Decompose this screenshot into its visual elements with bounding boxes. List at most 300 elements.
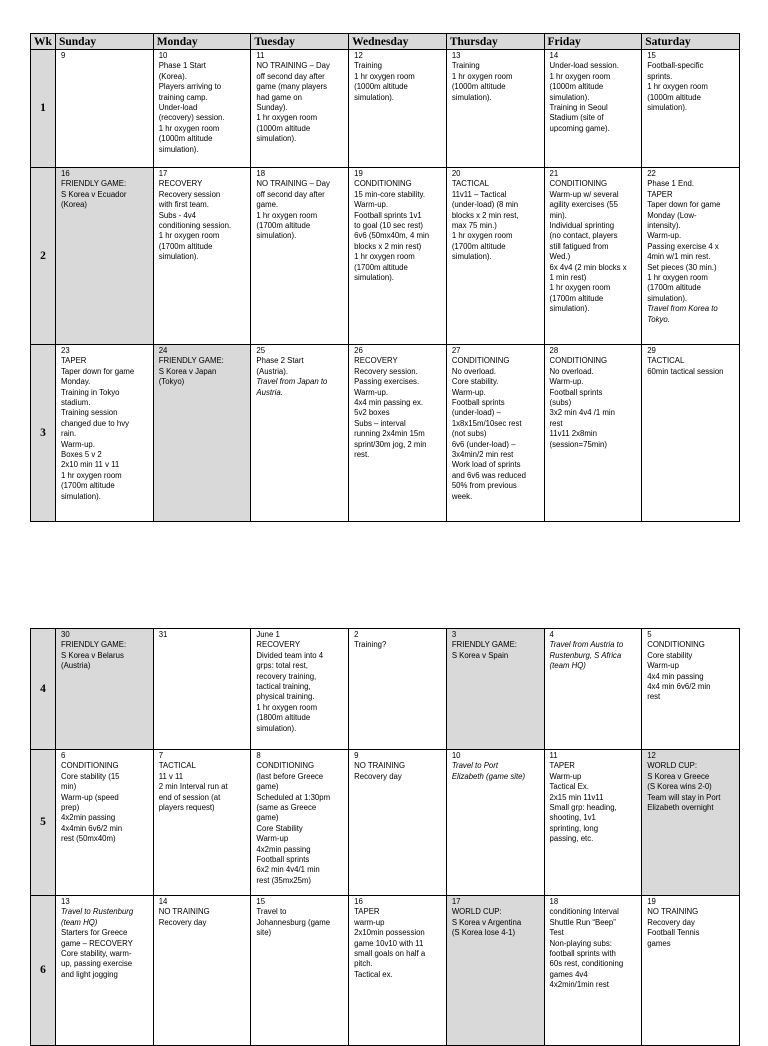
session-text: Rustenburg, S Africa — [549, 650, 622, 660]
session-text: Warm-up. — [451, 387, 486, 397]
day-cell — [251, 50, 349, 168]
session-text: game – RECOVERY — [61, 938, 133, 948]
session-text: S Korea v Greece — [647, 771, 710, 781]
week-column-header: Wk — [31, 34, 56, 50]
date-number: 10 — [158, 51, 168, 60]
session-text: CONDITIONING — [256, 761, 315, 771]
session-text: off second day after — [256, 189, 325, 199]
session-text: grps: total rest, — [256, 661, 308, 671]
session-text: No overload. — [451, 366, 497, 376]
day-cell — [544, 168, 642, 345]
date-number: 30 — [61, 630, 70, 639]
session-text: 1 hr oxygen room — [256, 113, 318, 123]
session-text: Taper down for game — [647, 200, 721, 210]
date-number: 4 — [549, 630, 554, 639]
session-text: CONDITIONING — [451, 356, 510, 366]
session-text: 1 hr oxygen room — [549, 71, 611, 81]
session-text: (1700m altitude — [256, 221, 311, 231]
game-day-cell — [642, 750, 740, 896]
session-text: (1000m altitude — [451, 82, 506, 92]
day-cell — [349, 750, 447, 896]
session-text: prep) — [61, 803, 80, 813]
day-cell — [446, 50, 544, 168]
session-text: 1 hr oxygen room — [158, 231, 220, 241]
session-text: 4x2min passing — [256, 844, 311, 854]
session-text: NO TRAINING — [354, 761, 406, 771]
day-cell — [56, 896, 154, 1046]
session-text: off second day after — [256, 71, 325, 81]
date-number: 16 — [61, 169, 70, 178]
session-text: 15 min-core stability. — [354, 189, 426, 199]
session-text: (S Korea lose 4-1) — [451, 928, 516, 938]
session-text: rest — [647, 692, 661, 702]
session-text: S Korea v Ecuador — [61, 189, 127, 199]
session-text: CONDITIONING — [549, 179, 608, 189]
session-text: 4min w/1 min rest. — [647, 252, 711, 262]
session-text: FRIENDLY GAME: — [158, 356, 224, 366]
session-text: game 10v10 with 11 — [354, 938, 424, 948]
session-text: end of session (at — [158, 792, 221, 802]
date-number: 17 — [158, 169, 168, 178]
session-text: Phase 1 End. — [647, 179, 695, 189]
session-text: blocks x 2 min rest, — [451, 210, 519, 220]
session-text: Monday (Low- — [647, 210, 697, 220]
week-row — [31, 629, 740, 750]
date-number: 14 — [549, 51, 559, 60]
session-text: sprints. — [647, 71, 673, 81]
session-text: (Austria). — [256, 366, 289, 376]
session-text: Team will stay in Port — [647, 792, 721, 802]
session-text: TAPER — [354, 907, 380, 917]
session-text: (not subs) — [451, 429, 487, 439]
session-text: simulation). — [158, 252, 199, 262]
session-text: football sprints with — [549, 949, 616, 959]
session-text: Travel to — [256, 907, 287, 917]
session-text: Football sprints — [451, 398, 505, 408]
week-number: 2 — [31, 168, 56, 345]
session-text: Travel from Korea to — [647, 304, 718, 314]
day-cell — [544, 50, 642, 168]
session-text: Players arriving to — [158, 82, 222, 92]
session-text: (team HQ) — [549, 661, 586, 671]
session-text: recovery training, — [256, 671, 317, 681]
session-text: Subs - 4v4 — [158, 210, 196, 220]
session-text: changed due to hvy — [61, 418, 130, 428]
session-text: Football sprints 1v1 — [354, 210, 422, 220]
session-text: 11v11 2x8min — [549, 429, 597, 439]
week-number: 6 — [31, 896, 56, 1046]
session-text: 1 hr oxygen room — [647, 273, 708, 283]
session-text: 50% from previous — [451, 481, 517, 491]
day-cell — [153, 750, 251, 896]
session-text: sprint/30m jog, 2 min — [354, 439, 427, 449]
session-text: rain. — [61, 429, 77, 439]
date-number: 24 — [158, 346, 168, 355]
session-text: (1000m altitude — [647, 92, 701, 102]
session-text: Training in Tokyo — [61, 387, 120, 397]
session-text: (subs) — [549, 398, 572, 408]
day-cell — [544, 750, 642, 896]
date-number: 25 — [256, 346, 266, 355]
session-text: TAPER — [61, 356, 87, 366]
session-text: Work load of sprints — [451, 460, 521, 470]
session-text: simulation). — [549, 92, 590, 102]
session-text: CONDITIONING — [549, 356, 608, 366]
session-text: Recovery session — [158, 189, 221, 199]
day-cell — [349, 50, 447, 168]
session-text: Taper down for game — [61, 366, 135, 376]
date-number: 9 — [61, 51, 66, 60]
date-number: 18 — [256, 169, 266, 178]
session-text: rest. — [354, 450, 370, 460]
session-text: Test — [549, 928, 564, 938]
session-text: site) — [256, 928, 272, 938]
table-2-body — [31, 629, 740, 1046]
session-text: Training? — [354, 640, 387, 650]
session-text: Small grp: heading, — [549, 803, 617, 813]
session-text: Warm-up. — [61, 439, 95, 449]
session-text: NO TRAINING – Day — [256, 179, 330, 189]
session-text: Training — [451, 61, 480, 71]
week-row — [31, 168, 740, 345]
day-cell — [349, 629, 447, 750]
session-text: 2 min Interval run at — [158, 782, 228, 792]
game-day-cell — [446, 896, 544, 1046]
date-number: 13 — [61, 897, 70, 906]
session-text: simulation). — [256, 231, 297, 241]
date-number: 18 — [549, 897, 559, 906]
session-text: Sunday). — [256, 103, 288, 113]
week-number: 1 — [31, 50, 56, 168]
session-text: games — [647, 938, 671, 948]
day-cell — [446, 168, 544, 345]
session-text: (1000m altitude — [549, 82, 604, 92]
session-text: (Korea) — [61, 200, 87, 210]
session-text: Elizabeth (game site) — [451, 771, 526, 781]
session-text: 1 hr oxygen room — [354, 252, 415, 262]
date-number: 23 — [61, 346, 70, 355]
session-text: 1 hr oxygen room — [256, 210, 318, 220]
session-text: Phase 2 Start — [256, 356, 304, 366]
session-text: (1000m altitude — [256, 123, 311, 133]
date-number: 19 — [354, 169, 363, 178]
session-text: (Tokyo) — [158, 377, 185, 387]
session-text: Core stability (15 — [61, 771, 120, 781]
session-text: S Korea v Japan — [158, 366, 217, 376]
session-text: RECOVERY — [158, 179, 203, 189]
session-text: 4x4 min passing ex. — [354, 398, 424, 408]
session-text: NO TRAINING — [158, 907, 210, 917]
date-number: 29 — [647, 346, 656, 355]
session-text: 2x15 min 11v11 — [549, 792, 604, 802]
session-text: (team HQ) — [61, 917, 98, 927]
session-text: 11 v 11 — [158, 771, 184, 781]
session-text: Travel from Japan to — [256, 377, 328, 387]
session-text: tactical training, — [256, 682, 311, 692]
header-row — [31, 34, 740, 50]
session-text: Recovery session. — [354, 366, 418, 376]
session-text: 1 hr oxygen room — [354, 71, 415, 81]
session-text: (session=75min) — [549, 439, 607, 449]
session-text: 60min tactical session — [647, 366, 724, 376]
session-text: simulation). — [647, 103, 688, 113]
day-header-tuesday: Tuesday — [251, 34, 349, 50]
game-day-cell — [446, 629, 544, 750]
day-cell — [153, 168, 251, 345]
day-cell — [56, 345, 154, 522]
session-text: rest (35mx25m) — [256, 875, 311, 885]
session-text: Monday. — [61, 377, 91, 387]
session-text: RECOVERY — [256, 640, 301, 650]
session-text: Warm-up — [549, 771, 582, 781]
session-text: blocks x 2 min rest) — [354, 241, 422, 251]
date-number: 22 — [647, 169, 656, 178]
session-text: (Austria) — [61, 661, 91, 671]
session-text: TAPER — [549, 761, 575, 771]
session-text: 60s rest, conditioning — [549, 959, 624, 969]
session-text: 4x2min passing — [61, 813, 116, 823]
session-text: WORLD CUP: — [451, 907, 502, 917]
session-text: Warm-up. — [647, 231, 682, 241]
day-cell — [642, 345, 740, 522]
session-text: Boxes 5 v 2 — [61, 450, 102, 460]
day-cell — [251, 345, 349, 522]
session-text: simulation). — [451, 92, 492, 102]
session-text: Starters for Greece — [61, 928, 128, 938]
session-text: 4x2min/1min rest — [549, 980, 609, 990]
session-text: Tokyo. — [647, 314, 670, 324]
session-text: pitch. — [354, 959, 373, 969]
session-text: Divided team into 4 — [256, 650, 324, 660]
session-text: 1 hr oxygen room — [451, 71, 513, 81]
session-text: Warm-up (speed — [61, 792, 119, 802]
week-number: 3 — [31, 345, 56, 522]
session-text: 3x4min/2 min rest — [451, 450, 514, 460]
session-text: simulation). — [354, 273, 394, 283]
date-number: 7 — [158, 751, 164, 760]
session-text: Subs – interval — [354, 418, 406, 428]
session-text: min) — [61, 782, 77, 792]
session-text: Under-load session. — [549, 61, 619, 71]
session-text: Warm-up — [647, 661, 679, 671]
session-text: 5v2 boxes — [354, 408, 390, 418]
date-number: 11 — [256, 51, 265, 60]
day-cell — [251, 750, 349, 896]
session-text: rest — [549, 418, 563, 428]
session-text: WORLD CUP: — [647, 761, 698, 771]
date-number: 9 — [354, 751, 359, 760]
week-number: 4 — [31, 629, 56, 750]
day-cell — [251, 168, 349, 345]
week-row — [31, 50, 740, 168]
session-text: 11v11 – Tactical — [451, 189, 507, 199]
session-text: Recovery day — [647, 917, 695, 927]
session-text: FRIENDLY GAME: — [61, 640, 127, 650]
session-text: game. — [256, 200, 279, 210]
session-text: Stadium (site of — [549, 113, 604, 123]
session-text: NO TRAINING – Day — [256, 61, 330, 71]
session-text: NO TRAINING — [647, 907, 699, 917]
session-text: Travel to Rustenburg — [61, 907, 134, 917]
day-cell — [446, 750, 544, 896]
day-cell — [544, 345, 642, 522]
session-text: CONDITIONING — [61, 761, 119, 771]
day-cell — [642, 168, 740, 345]
session-text: Recovery day — [354, 771, 402, 781]
session-text: S Korea v Belarus — [61, 650, 124, 660]
session-text: game) — [256, 813, 279, 823]
session-text: S Korea v Spain — [451, 650, 509, 660]
session-text: Non-playing subs: — [549, 938, 612, 948]
session-text: Set pieces (30 min.) — [647, 262, 717, 272]
session-text: upcoming game). — [549, 123, 610, 133]
day-header-monday: Monday — [153, 34, 251, 50]
session-text: simulation). — [158, 144, 199, 154]
day-cell — [642, 50, 740, 168]
week-row — [31, 896, 740, 1046]
session-text: Warm-up. — [549, 377, 584, 387]
session-text: FRIENDLY GAME: — [451, 640, 517, 650]
session-text: stadium. — [61, 398, 91, 408]
day-header-wednesday: Wednesday — [349, 34, 447, 50]
session-text: intensity). — [647, 221, 681, 231]
date-number: 16 — [354, 897, 363, 906]
session-text: Warm-up w/ several — [549, 189, 619, 199]
date-number: 2 — [354, 630, 359, 639]
day-cell — [56, 750, 154, 896]
day-header-friday: Friday — [544, 34, 642, 50]
day-cell — [544, 629, 642, 750]
session-text: Core stability, warm- — [61, 949, 132, 959]
date-number: 15 — [647, 51, 656, 60]
session-text: 6v6 (50mx40m, 4 min — [354, 231, 430, 241]
session-text: Warm-up — [256, 834, 289, 844]
session-text: conditioning Interval — [549, 907, 619, 917]
session-text: physical training. — [256, 692, 315, 702]
day-cell — [251, 896, 349, 1046]
session-text: (1700m altitude — [647, 283, 701, 293]
day-header-thursday: Thursday — [446, 34, 544, 50]
session-text: (no contact, players — [549, 231, 618, 241]
session-text: 6x 4v4 (2 min blocks x — [549, 262, 627, 272]
session-text: (S Korea wins 2-0) — [647, 782, 712, 792]
session-text: 4x4 min 6v6/2 min — [647, 682, 711, 692]
session-text: still fatigued from — [549, 241, 609, 251]
session-text: Travel from Austria to — [549, 640, 624, 650]
session-text: (last before Greece — [256, 771, 324, 781]
session-text: 1 hr oxygen room — [61, 470, 122, 480]
session-text: (1700m altitude — [451, 241, 506, 251]
session-text: CONDITIONING — [647, 640, 705, 650]
date-number: 12 — [647, 751, 656, 760]
date-number: 11 — [549, 751, 558, 760]
day-cell — [642, 629, 740, 750]
session-text: simulation). — [549, 304, 590, 314]
day-cell — [446, 345, 544, 522]
session-text: simulation). — [61, 491, 101, 501]
date-number: 13 — [451, 51, 461, 60]
day-cell — [56, 50, 154, 168]
session-text: game (many players — [256, 82, 328, 92]
session-text: Football sprints — [256, 855, 310, 865]
date-number: 26 — [354, 346, 363, 355]
week-row — [31, 345, 740, 522]
session-text: conditioning session. — [158, 221, 232, 231]
session-text: Phase 1 Start — [158, 61, 206, 71]
day-cell — [544, 896, 642, 1046]
session-text: (1700m altitude — [61, 481, 115, 491]
date-number: 27 — [451, 346, 461, 355]
session-text: Shuttle Run “Beep” — [549, 917, 616, 927]
session-text: 1x8x15m/10sec rest — [451, 418, 522, 428]
session-text: Passing exercises. — [354, 377, 420, 387]
session-text: passing, etc. — [549, 834, 594, 844]
session-text: 4x4min 6v6/2 min — [61, 823, 123, 833]
session-text: max 75 min.) — [451, 221, 497, 231]
session-text: 1 min rest) — [549, 273, 587, 283]
date-number: 15 — [256, 897, 266, 906]
table-1-body — [31, 50, 740, 522]
session-text: Core stability. — [451, 377, 499, 387]
session-text: Football sprints — [549, 387, 603, 397]
session-text: running 2x4min 15m — [354, 429, 425, 439]
session-text: and 6v6 was reduced — [451, 470, 526, 480]
date-number: 20 — [451, 169, 461, 178]
session-text: Austria. — [256, 387, 283, 397]
session-text: simulation). — [256, 723, 297, 733]
session-text: 1 hr oxygen room — [647, 82, 708, 92]
date-number: 17 — [451, 897, 461, 906]
day-cell — [153, 896, 251, 1046]
day-header-saturday: Saturday — [642, 34, 740, 50]
day-header-sunday: Sunday — [56, 34, 154, 50]
session-text: 6v6 (under-load) – — [451, 439, 516, 449]
day-cell — [153, 50, 251, 168]
game-day-cell — [56, 629, 154, 750]
day-cell — [349, 345, 447, 522]
session-text: TAPER — [647, 189, 673, 199]
session-text: Individual sprinting — [549, 221, 615, 231]
session-text: Tactical ex. — [354, 969, 393, 979]
date-number: 10 — [451, 751, 461, 760]
session-text: sprinting, long — [549, 823, 599, 833]
date-number: 12 — [354, 51, 363, 60]
date-number: 28 — [549, 346, 559, 355]
session-text: training camp. — [158, 92, 208, 102]
session-text: 1 hr oxygen room — [158, 123, 220, 133]
date-number: 6 — [61, 751, 66, 760]
session-text: (1000m altitude — [158, 134, 213, 144]
session-text: simulation). — [451, 252, 492, 262]
session-text: with first team. — [158, 200, 209, 210]
session-text: game) — [256, 782, 279, 792]
session-text: Warm-up. — [354, 387, 389, 397]
training-schedule-table-1 — [30, 33, 740, 522]
session-text: rest (50mx40m) — [61, 834, 116, 844]
session-text: Wed.) — [549, 252, 571, 262]
date-number: 8 — [256, 751, 261, 760]
session-text: (1700m altitude — [354, 262, 408, 272]
training-schedule-table-2 — [30, 628, 740, 1046]
session-text: (same as Greece — [256, 803, 317, 813]
session-text: 2x10 min 11 v 11 — [61, 460, 120, 470]
session-text: (Korea). — [158, 71, 187, 81]
session-text: Warm-up. — [354, 200, 389, 210]
date-number: 31 — [158, 630, 168, 639]
session-text: TACTICAL — [158, 761, 196, 771]
session-text: Core stability — [647, 650, 693, 660]
session-text: 3x2 min 4v4 /1 min — [549, 408, 615, 418]
